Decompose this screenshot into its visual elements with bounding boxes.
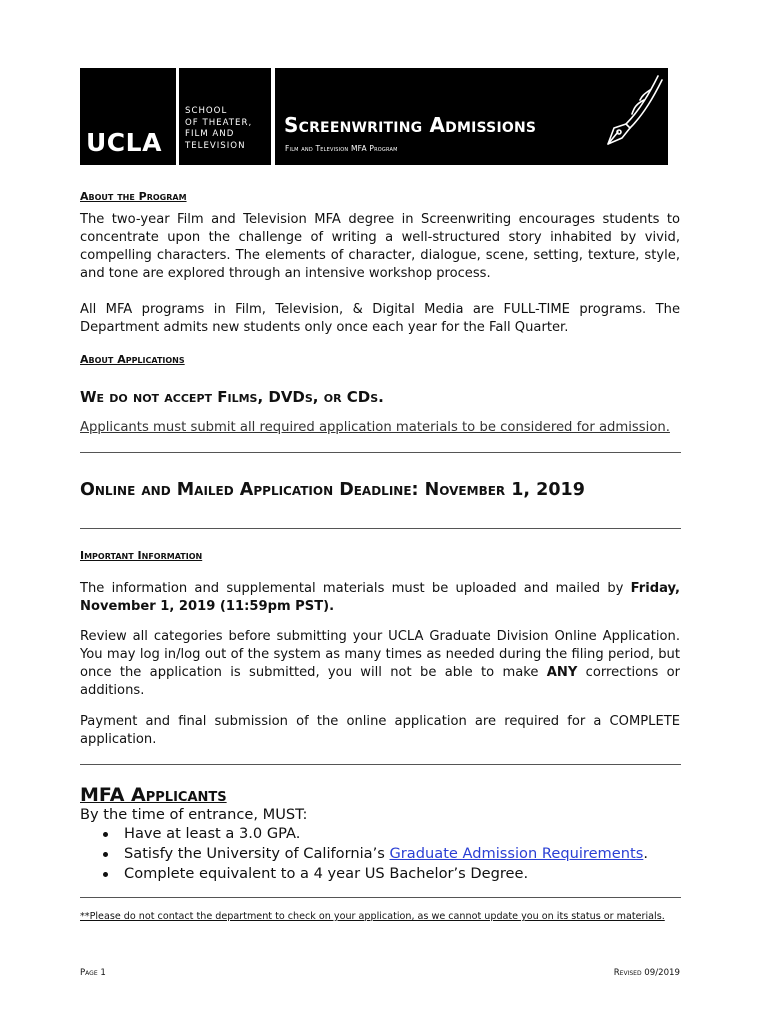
title-box [275, 68, 668, 165]
fulltime-paragraph: All MFA programs in Film, Television, & Digital Media are FULL-TIME programs. The Department admits new students only once each year for the Fall Quarter. [80, 302, 680, 335]
header-banner [80, 68, 668, 165]
divider [80, 897, 681, 898]
ucla-logo: UCLA [86, 128, 162, 157]
footnote: **Please do not contact the department to check on your application, as we cannot update you on its status or materials. [80, 911, 665, 922]
revision-date: Revised 09/2019 [613, 968, 680, 978]
school-line: TELEVISION [185, 140, 246, 151]
bullet-icon [103, 872, 108, 877]
page-subtitle: Film and Television MFA Program [285, 144, 398, 153]
deadline-date: Friday, November 1, 2019 (11:59pm PST). [80, 581, 680, 614]
bullet-icon [103, 852, 108, 857]
review-paragraph [80, 628, 680, 700]
requirement-degree: Complete equivalent to a 4 year US Bachelor’s Degree. [124, 865, 529, 882]
review-text-end: corrections or additions. [80, 665, 680, 698]
bullet-icon [103, 832, 108, 837]
requirement-uc-text: Satisfy the University of California’s [124, 845, 390, 862]
divider [80, 452, 681, 453]
mfa-applicants-heading: MFA Applicants [80, 784, 227, 806]
page-title: Screenwriting Admissions [284, 113, 537, 137]
list-item [100, 824, 648, 844]
about-program-heading: About the Program [80, 190, 187, 203]
fountain-pen-icon [600, 70, 666, 150]
mfa-intro: By the time of entrance, MUST: [80, 806, 308, 823]
about-program-paragraph: The two-year Film and Television MFA degree in Screenwriting encourages students to concentrate upon the challenge of writing a well-structured story inhabited by vivid, compelling characters. The elements of character, dialogue, scene, setting, texture, style, and tone are explored through an intensive workshop process. [80, 212, 680, 281]
graduate-admission-requirements-link[interactable]: Graduate Admission Requirements [389, 845, 644, 862]
requirement-uc-period: . [643, 845, 648, 862]
requirements-list [100, 824, 648, 884]
payment-paragraph: Payment and final submission of the online application are required for a COMPLETE application. [80, 714, 680, 747]
list-item [100, 844, 648, 864]
page-number: Page 1 [80, 968, 106, 978]
materials-note: Applicants must submit all required application materials to be considered for admission. [80, 420, 670, 435]
list-item [100, 864, 648, 884]
review-text: Review all categories before submitting your UCLA Graduate Division Online Application. You may log in/log out of the system as many times as needed during the filing period, but once the application is submitted, you will not be able to make [80, 629, 680, 680]
divider [80, 764, 681, 765]
school-line: FILM AND [185, 129, 235, 139]
ucla-logo-box [80, 68, 176, 165]
school-line: OF THEATER, [185, 117, 253, 128]
media-notice: We do not accept Films, DVDs, or CDs. [80, 388, 384, 406]
divider [80, 528, 681, 529]
deadline-paragraph [80, 580, 680, 616]
school-name [185, 106, 252, 152]
school-line: SCHOOL [185, 106, 228, 116]
any-emphasis: ANY [546, 665, 578, 680]
school-name-box [179, 68, 271, 165]
about-applications-heading: About Applications [80, 353, 185, 366]
deadline-heading: Online and Mailed Application Deadline: November 1, 2019 [80, 480, 585, 500]
deadline-text: The information and supplemental materials must be uploaded and mailed by [80, 581, 631, 596]
requirement-gpa: Have at least a 3.0 GPA. [124, 825, 301, 842]
important-info-heading: Important Information [80, 549, 203, 562]
